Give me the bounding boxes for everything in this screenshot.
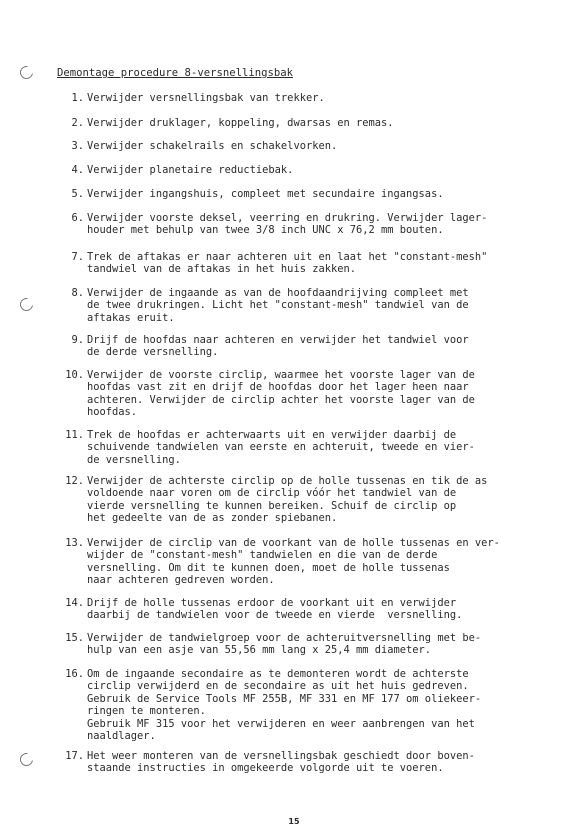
step-text-line: Verwijder planetaire reductiebak. bbox=[87, 164, 294, 176]
step-text-line: Het weer monteren van de versnellingsbak geschiedt door boven- bbox=[87, 750, 475, 762]
step-text-line: Trek de aftakas er naar achteren uit en laat het "constant-mesh" bbox=[87, 251, 488, 263]
step-number: 3. bbox=[71, 140, 84, 152]
step-text-line: Verwijder de circlip van de voorkant van de holle tussenas en ver- bbox=[87, 537, 500, 549]
step-text-line: Verwijder versnellingsbak van trekker. bbox=[87, 92, 325, 104]
step-text-line: Gebruik de Service Tools MF 255B, MF 331 en MF 177 om oliekeer- bbox=[87, 692, 482, 705]
step-text-line: versnelling. Om dit te kunnen doen, moet de holle tussenas bbox=[87, 561, 450, 574]
punch-hole-middle bbox=[17, 295, 35, 313]
step-number: 1. bbox=[71, 92, 84, 104]
step-text-line: achteren. Verwijder de circlip achter het voorste lager van de bbox=[87, 393, 475, 406]
step-text-line: hulp van een asje van 55,56 mm lang x 25,4 mm diameter. bbox=[87, 644, 432, 657]
page-title: Demontage procedure 8-versnellingsbak bbox=[57, 67, 293, 79]
step-number: 17. bbox=[65, 750, 84, 762]
step-text-line: de versnelling. bbox=[87, 453, 181, 466]
step-number: 12. bbox=[65, 475, 84, 487]
step-number: 10. bbox=[65, 369, 84, 381]
step-number: 14. bbox=[65, 597, 84, 609]
step-text-line: Gebruik MF 315 voor het verwijderen en weer aanbrengen van het bbox=[87, 717, 475, 730]
step-text-line: tandwiel van de aftakas in het huis zakken. bbox=[87, 263, 356, 276]
step-text-line: Verwijder de tandwielgroep voor de achteruitversnelling met be- bbox=[87, 632, 482, 644]
step-text-line: staande instructies in omgekeerde volgorde uit te voeren. bbox=[87, 762, 444, 775]
step-text-line: hoofdas. bbox=[87, 406, 138, 419]
step-text-line: de twee drukringen. Licht het "constant-mesh" tandwiel van de bbox=[87, 299, 469, 312]
step-number: 9. bbox=[71, 334, 84, 346]
step-text-line: naar achteren gedreven worden. bbox=[87, 574, 275, 587]
step-text-line: naaldlager. bbox=[87, 730, 156, 742]
step-text-line: Verwijder de ingaande as van de hoofdaandrijving compleet met bbox=[87, 287, 469, 299]
step-number: 2. bbox=[71, 117, 84, 129]
step-text-line: Drijf de holle tussenas erdoor de voorkant uit en verwijder bbox=[87, 597, 457, 609]
step-text-line: ringen te monteren. bbox=[87, 705, 206, 718]
step-text-line: het gedeelte van de as zonder spiebanen. bbox=[87, 512, 338, 525]
punch-hole-top bbox=[17, 63, 35, 81]
step-text-line: Verwijder de voorste circlip, waarmee het voorste lager van de bbox=[87, 369, 475, 381]
step-text-line: schuivende tandwielen van eerste en achteruit, tweede en vier- bbox=[87, 441, 475, 454]
step-text-line: Verwijder voorste deksel, veerring en drukring. Verwijder lager- bbox=[87, 212, 488, 224]
step-text-line: daarbij de tandwielen voor de tweede en vierde versnelling. bbox=[87, 609, 463, 622]
step-text-line: wijder de "constant-mesh" tandwielen en die van de derde bbox=[87, 549, 438, 562]
step-text-line: aftakas eruit. bbox=[87, 311, 175, 324]
step-text-line: Om de ingaande secondaire as te demonteren wordt de achterste bbox=[87, 668, 469, 680]
step-number: 16. bbox=[65, 668, 84, 680]
step-text-line: de derde versnelling. bbox=[87, 346, 219, 359]
step-text-line: Verwijder ingangshuis, compleet met secundaire ingangsas. bbox=[87, 188, 444, 200]
step-number: 15. bbox=[65, 632, 84, 644]
step-text-line: Trek de hoofdas er achterwaarts uit en verwijder daarbij de bbox=[87, 429, 457, 441]
step-number: 7. bbox=[71, 251, 84, 263]
step-number: 13. bbox=[65, 537, 84, 549]
step-number: 8. bbox=[71, 287, 84, 299]
step-text-line: hoofdas vast zit en drijf de hoofdas door het lager heen naar bbox=[87, 381, 469, 394]
step-text-line: voldoende naar voren om de circlip vóór het tandwiel van de bbox=[87, 487, 457, 500]
step-text-line: Verwijder druklager, koppeling, dwarsas en remas. bbox=[87, 117, 394, 129]
step-text-line: Verwijder de achterste circlip op de holle tussenas en tik de as bbox=[87, 475, 488, 487]
punch-hole-bottom bbox=[17, 750, 35, 768]
step-text-line: houder met behulp van twee 3/8 inch UNC x 76,2 mm bouten. bbox=[87, 224, 444, 237]
step-number: 6. bbox=[71, 212, 84, 224]
page-number: 15 bbox=[288, 817, 300, 826]
step-text-line: vierde versnelling te kunnen bereiken. Schuif de circlip op bbox=[87, 499, 457, 512]
step-text-line: Verwijder schakelrails en schakelvorken. bbox=[87, 140, 338, 152]
step-number: 4. bbox=[71, 164, 84, 176]
step-number: 5. bbox=[71, 188, 84, 200]
step-number: 11. bbox=[65, 429, 84, 441]
step-text-line: Drijf de hoofdas naar achteren en verwijder het tandwiel voor bbox=[87, 334, 469, 346]
step-text-line: circlip verwijderd en de secondaire as uit het huis gedreven. bbox=[87, 680, 469, 693]
